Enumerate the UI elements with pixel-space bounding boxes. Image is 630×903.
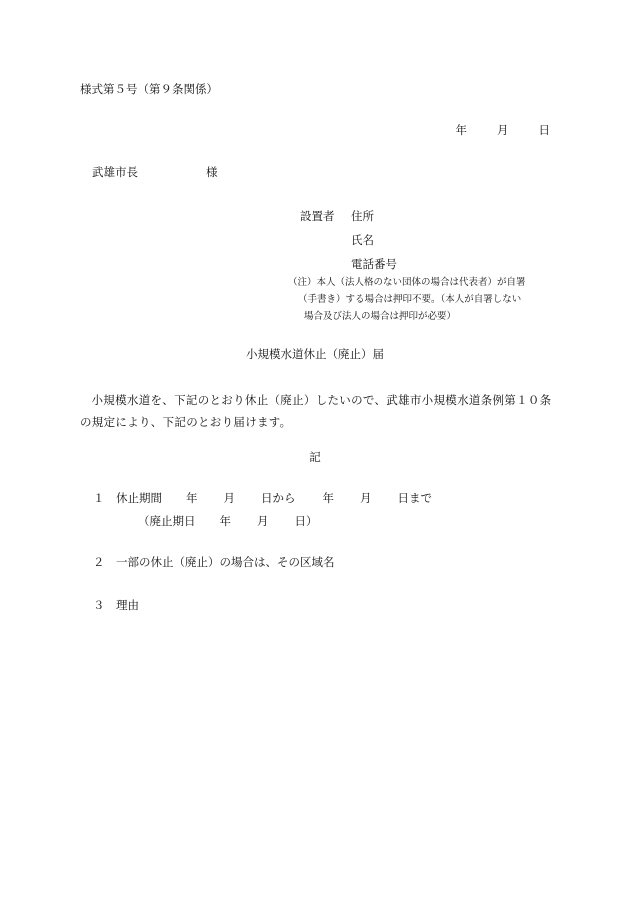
date-month-label: 月	[497, 123, 509, 137]
period-start-month: 月	[223, 491, 235, 505]
applicant-address-label: 住所	[351, 209, 374, 223]
signature-note-line: （手書き）する場合は押印不要。（本人が自署しない	[298, 294, 522, 305]
applicant-role: 設置者	[300, 209, 335, 223]
ki-heading: 記	[309, 450, 321, 464]
item-number: ２	[93, 555, 105, 569]
submission-date	[456, 125, 551, 137]
item-number: １	[93, 491, 105, 505]
item-suspension-period	[93, 493, 432, 505]
abolition-day: 日）	[294, 514, 318, 528]
date-day-label: 日	[538, 123, 550, 137]
abolition-year: 年	[219, 514, 231, 528]
period-end-year: 年	[322, 491, 334, 505]
item-reason	[93, 600, 139, 612]
applicant-name-label: 氏名	[351, 233, 374, 247]
item-label: 理由	[116, 598, 139, 612]
applicant-phone-label: 電話番号	[351, 257, 397, 271]
signature-note-line: （注）本人（法人格のない団体の場合は代表者）が自署	[288, 277, 526, 288]
abolition-date-label: （廃止期日	[138, 514, 196, 528]
item-label: 休止期間	[116, 491, 162, 505]
document-title: 小規模水道休止（廃止）届	[246, 347, 384, 361]
body-paragraph: 小規模水道を、下記のとおり休止（廃止）したいので、武雄市小規模水道条例第１０条の規定により、下記のとおり届けます。	[80, 393, 552, 429]
period-start-day: 日から	[261, 491, 296, 505]
addressee	[92, 167, 218, 179]
item-abolition-date	[138, 516, 318, 528]
period-start-year: 年	[186, 491, 198, 505]
addressee-name: 武雄市長	[92, 165, 138, 179]
form-number: 様式第５号（第９条関係）	[80, 82, 218, 96]
item-partial-area	[93, 557, 335, 569]
abolition-month: 月	[257, 514, 269, 528]
item-number: ３	[93, 598, 105, 612]
date-year-label: 年	[455, 123, 467, 137]
item-label: 一部の休止（廃止）の場合は、その区域名	[116, 555, 335, 569]
period-end-day: 日まで	[397, 491, 432, 505]
signature-note-line: 場合及び法人の場合は押印が必要）	[304, 311, 457, 322]
period-end-month: 月	[360, 491, 372, 505]
addressee-honorific: 様	[206, 165, 218, 179]
